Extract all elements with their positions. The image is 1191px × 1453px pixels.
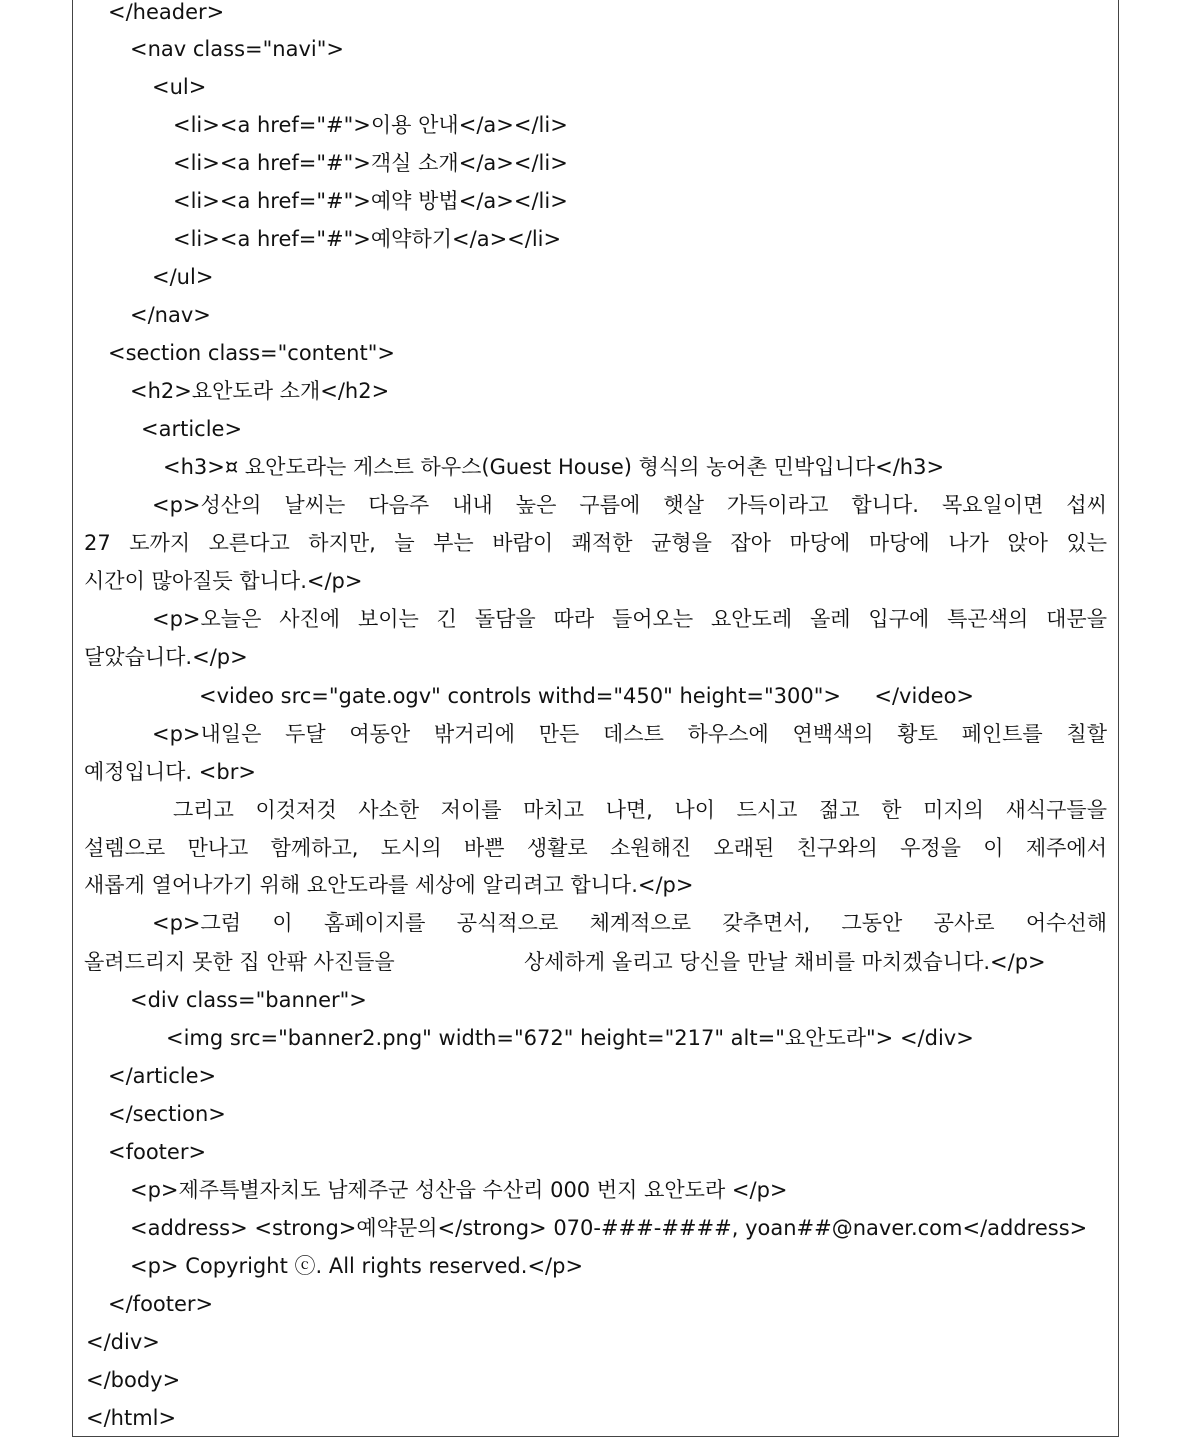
code-line: 상세하게 올리고 당신을 만날 채비를 마치겠습니다.</p> (524, 950, 1046, 974)
code-line: </body> (86, 1368, 181, 1392)
code-line: <li><a href="#">예약하기</a></li> (173, 227, 562, 251)
code-line: <section class="content"> (108, 341, 395, 365)
code-line: 시간이 많아질듯 합니다.</p> (84, 569, 363, 593)
code-line: <li><a href="#">객실 소개</a></li> (173, 151, 568, 175)
code-line: <li><a href="#">이용 안내</a></li> (173, 113, 568, 137)
code-line: 새롭게 열어나가기 위해 요안도라를 세상에 알리려고 합니다.</p> (84, 873, 694, 897)
code-line: <ul> (152, 75, 207, 99)
code-line: <p>그럼 이 홈페이지를 공식적으로 체계적으로 갖추면서, 그동안 공사로 어수선해 (152, 911, 1107, 935)
code-line: <p>성산의 날씨는 다음주 내내 높은 구름에 햇살 가득이라고 합니다. 목요일이면 섭씨 (152, 493, 1107, 517)
code-line: <nav class="navi"> (130, 37, 344, 61)
code-line: <address> <strong>예약문의</strong> 070-###-####, yoan##@naver.com</address> (130, 1216, 1088, 1240)
code-line: <article> (141, 417, 243, 441)
code-line: 달았습니다.</p> (84, 645, 248, 669)
code-line: <p> Copyright ⓒ. All rights reserved.</p> (130, 1254, 584, 1278)
code-line: 예정입니다. <br> (84, 760, 256, 784)
code-line: </section> (108, 1102, 226, 1126)
code-line: 27 도까지 오른다고 하지만, 늘 부는 바람이 쾌적한 균형을 잡아 마당에 마당에 나가 앉아 있는 (84, 531, 1107, 555)
code-line: <p>내일은 두달 여동안 밖거리에 만든 데스트 하우스에 연백색의 황토 페인트를 칠할 (152, 722, 1107, 746)
code-line: 그리고 이것저것 사소한 저이를 마치고 나면, 나이 드시고 젊고 한 미지의 새식구들을 (173, 798, 1107, 822)
code-line: </header> (108, 0, 225, 24)
code-line: </footer> (108, 1292, 214, 1316)
code-line: <img src="banner2.png" width="672" height="217" alt="요안도라"> </div> (166, 1026, 974, 1050)
code-line: 설렘으로 만나고 함께하고, 도시의 바쁜 생활로 소원해진 오래된 친구와의 우정을 이 제주에서 (84, 836, 1107, 860)
code-line: <li><a href="#">예약 방법</a></li> (173, 189, 568, 213)
code-line: <footer> (108, 1140, 207, 1164)
code-line: <p>오늘은 사진에 보이는 긴 돌담을 따라 들어오는 요안도레 올레 입구에 특곤색의 대문을 (152, 607, 1107, 631)
code-line: <div class="banner"> (130, 988, 367, 1012)
code-line: <h2>요안도라 소개</h2> (130, 379, 390, 403)
code-line: <p>제주특별자치도 남제주군 성산읍 수산리 000 번지 요안도라 </p> (130, 1178, 788, 1202)
code-line: </ul> (152, 265, 214, 289)
code-line: </article> (108, 1064, 217, 1088)
code-line: </div> (86, 1330, 160, 1354)
code-line: <h3>¤ 요안도라는 게스트 하우스(Guest House) 형식의 농어촌 민박입니다</h3> (163, 455, 945, 479)
code-line: 올려드리지 못한 집 안팎 사진들을 (84, 950, 395, 974)
code-line: </nav> (130, 303, 211, 327)
code-line: <video src="gate.ogv" controls withd="450" height="300"> </video> (199, 684, 975, 708)
code-line: </html> (86, 1406, 177, 1430)
